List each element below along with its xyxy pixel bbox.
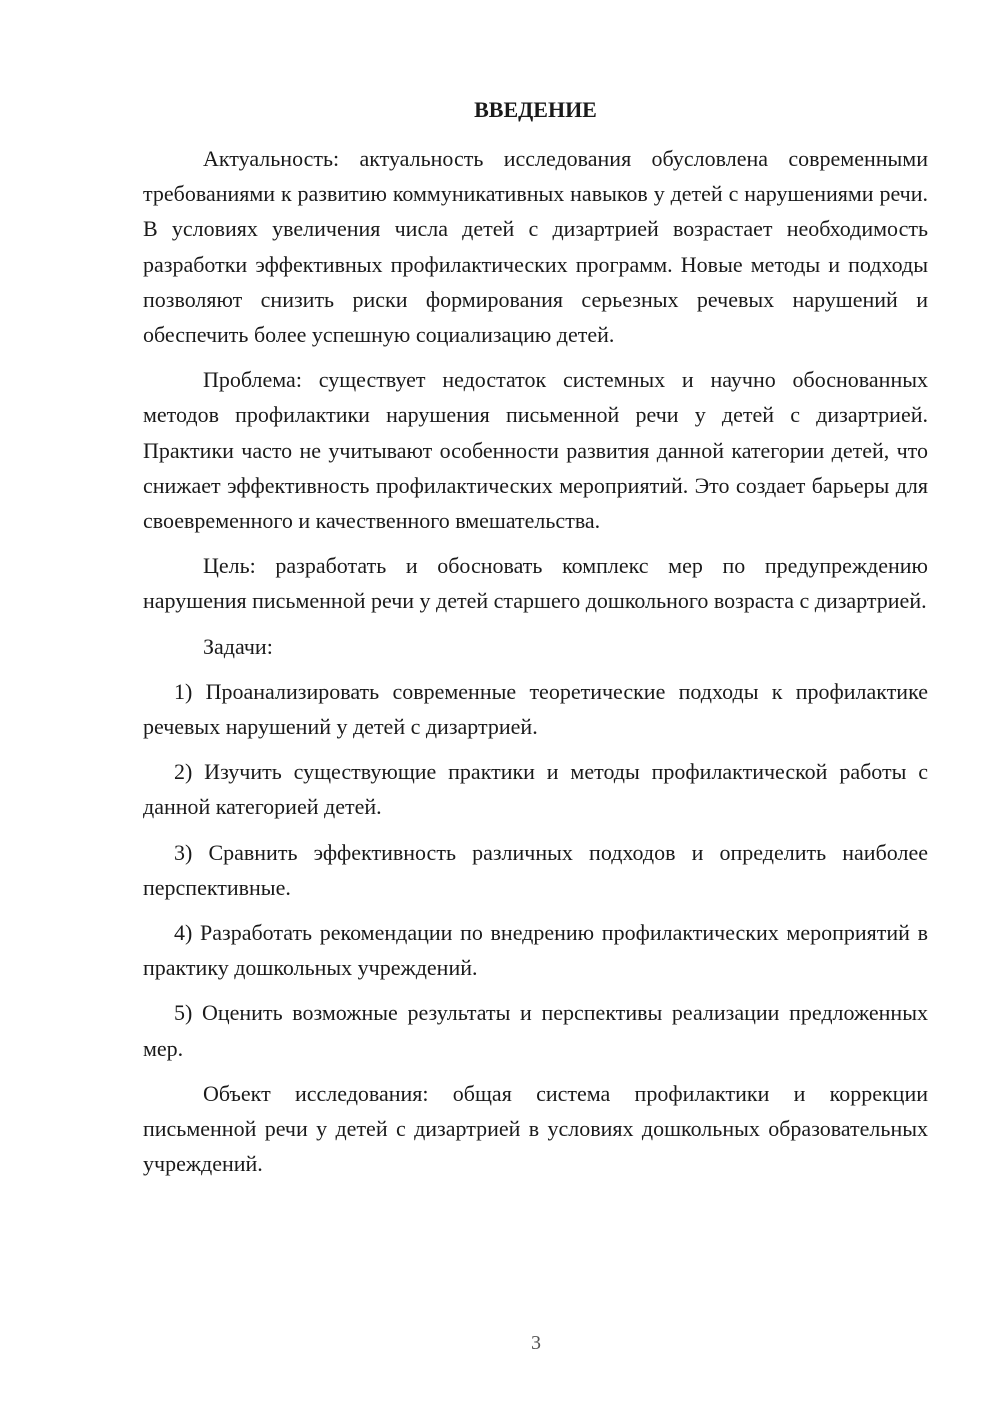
task-item: 3) Сравнить эффективность различных подходов и определить наиболее перспективные.	[143, 839, 928, 900]
task-item: 4) Разработать рекомендации по внедрению профилактических мероприятий в практику дошкольных учреждений.	[143, 920, 928, 981]
relevance-paragraph: Актуальность: актуальность исследования обусловлена современными требованиями к развитию коммуникативных навыков у детей с нарушениями речи. В условиях увеличения числа детей с дизартрией возрастает необходимость разработки эффективных профилактических программ. Новые методы и подходы позволяют снизить риски формирования серьезных речевых нарушений и обеспечить более успешную социализацию детей.	[143, 146, 928, 348]
page-number: 3	[531, 1332, 541, 1354]
problem-paragraph: Проблема: существует недостаток системных и научно обоснованных методов профилактики нарушения письменной речи у детей с дизартрией. Практики часто не учитывают особенности развития данной категории детей, что снижает эффективность профилактических мероприятий. Это создает барьеры для своевременного и качественного вмешательства.	[143, 367, 928, 534]
object-paragraph: Объект исследования: общая система профилактики и коррекции письменной речи у детей с дизартрией в условиях дошкольных образовательных учреждений.	[143, 1080, 928, 1177]
task-item: 2) Изучить существующие практики и методы профилактической работы с данной категорией детей.	[143, 759, 928, 820]
tasks-heading: Задачи:	[203, 633, 273, 659]
task-item: 5) Оценить возможные результаты и перспективы реализации предложенных мер.	[143, 1000, 928, 1061]
section-title: ВВЕДЕНИЕ	[474, 97, 597, 122]
document-page	[143, 92, 928, 1181]
goal-paragraph: Цель: разработать и обосновать комплекс мер по предупреждению нарушения письменной речи у детей старшего дошкольного возраста с дизартрией.	[143, 553, 928, 614]
task-item: 1) Проанализировать современные теоретические подходы к профилактике речевых нарушений у детей с дизартрией.	[143, 678, 928, 740]
